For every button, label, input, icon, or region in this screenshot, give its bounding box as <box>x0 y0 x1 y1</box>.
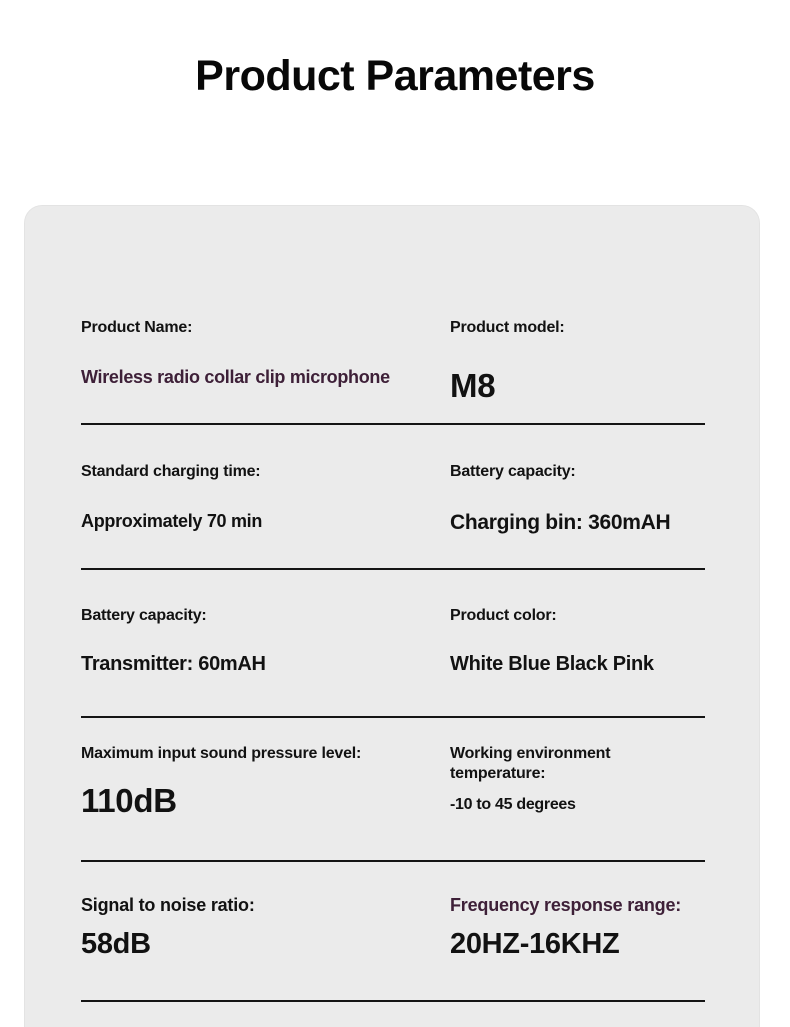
product-color-value: White Blue Black Pink <box>450 653 654 675</box>
charging-time-label: Standard charging time: <box>81 463 261 480</box>
spec-cell-product-color <box>450 606 705 716</box>
spec-row-pressure-temperature <box>81 718 705 860</box>
working-temperature-value: -10 to 45 degrees <box>450 796 576 813</box>
battery-capacity-bin-label: Battery capacity: <box>450 463 576 480</box>
battery-capacity-transmitter-value: Transmitter: 60mAH <box>81 653 266 675</box>
working-temperature-label: Working environment temperature: <box>450 745 611 782</box>
frequency-range-value: 20HZ-16KHZ <box>450 928 620 960</box>
spec-cell-frequency-range <box>450 894 705 1000</box>
snr-label: Signal to noise ratio: <box>81 895 255 915</box>
product-name-label: Product Name: <box>81 319 193 336</box>
battery-capacity-transmitter-label: Battery capacity: <box>81 607 207 624</box>
spec-row-charging-time-battery <box>81 425 705 568</box>
spec-cell-snr <box>81 894 450 1000</box>
sound-pressure-value: 110dB <box>81 782 177 819</box>
spec-card <box>24 205 760 1027</box>
frequency-range-label: Frequency response range: <box>450 895 682 915</box>
charging-time-value: Approximately 70 min <box>81 511 263 531</box>
spec-table <box>24 205 760 1002</box>
product-model-label: Product model: <box>450 319 565 336</box>
product-model-value: M8 <box>450 367 496 404</box>
spec-row-product-name-model <box>81 300 705 423</box>
product-color-label: Product color: <box>450 607 557 624</box>
spec-row-transmitter-color <box>81 570 705 716</box>
spec-cell-charging-bin-capacity <box>450 462 705 568</box>
spec-cell-charging-time <box>81 462 450 568</box>
spec-cell-sound-pressure <box>81 744 450 860</box>
snr-value: 58dB <box>81 928 151 960</box>
page-title: Product Parameters <box>195 52 595 100</box>
spec-cell-transmitter-capacity <box>81 606 450 716</box>
spec-cell-working-temperature <box>450 744 705 860</box>
sound-pressure-label: Maximum input sound pressure level: <box>81 745 362 762</box>
battery-capacity-bin-value: Charging bin: 360mAH <box>450 511 671 534</box>
spec-cell-product-model <box>450 318 705 423</box>
row-divider <box>81 1000 705 1002</box>
spec-row-snr-frequency <box>81 862 705 1000</box>
spec-cell-product-name <box>81 318 450 423</box>
product-name-value: Wireless radio collar clip microphone <box>81 367 390 387</box>
